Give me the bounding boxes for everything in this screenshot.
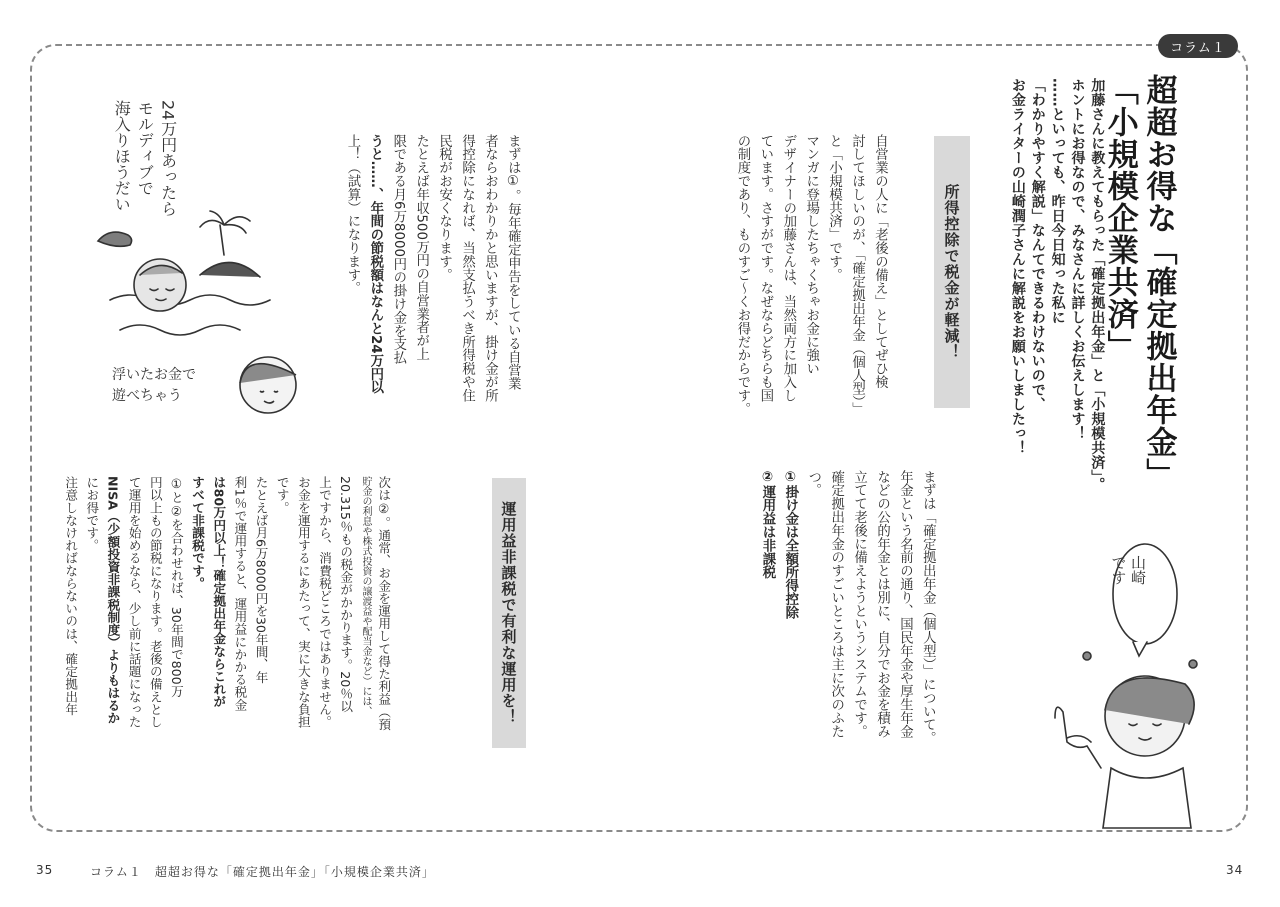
flower-icon <box>1189 660 1197 668</box>
text-line: です。 <box>274 476 290 514</box>
text-line: 者ならおわかりかと思いますが、掛け金が所 <box>482 134 498 402</box>
lower-text <box>60 476 394 730</box>
text-line: 20.315％もの税金がかかります。20％以 <box>338 476 354 713</box>
text-line: NISA（少額投資非課税制度）よりもはるか <box>105 476 121 725</box>
text-line: うと……、年間の節税額はなんと24万円以 <box>367 134 383 394</box>
text-line: の制度であり、ものすご〜くお得だからです。 <box>734 134 750 416</box>
text-line: 貯金の利息や株式投資の譲渡益や配当金など）には、 <box>359 476 371 716</box>
caption-line: 海入りほうだい <box>112 100 132 212</box>
title-line: 超超お得な「確定拠出年金」 <box>1140 74 1177 490</box>
text-line: たとえば年収500万円の自営業者が上 <box>413 134 429 361</box>
page-title <box>1100 74 1178 490</box>
section-heading-investment: 運用益非課税で有利な運用を！ <box>492 478 526 748</box>
text-line: 民税がお安くなります。 <box>436 134 452 282</box>
text-line: ②運用益は非課税 <box>759 470 775 579</box>
section-heading-tax: 所得控除で税金が軽減！ <box>934 136 970 408</box>
text-line: ています。さすがです。なぜならどちらも国 <box>757 134 773 402</box>
text-line: まずは①。毎年確定申告をしている自営業 <box>505 134 521 391</box>
text-line: 確定拠出年金のすごいところは主に次のふた <box>828 470 844 738</box>
bubble-text <box>1108 555 1147 585</box>
intro-line: ホントにお得なので、みなさんに詳しくお伝えします！ <box>1069 78 1086 441</box>
text-line: すべて非課税です。 <box>190 476 206 590</box>
text-line: 上ですから、消費税どころではありません。 <box>317 476 333 728</box>
text-line: つ。 <box>805 470 821 497</box>
sea-caption <box>110 100 180 216</box>
text-line: 得控除になれば、当然支払うべき所得税や住 <box>459 134 475 402</box>
text-line: と「小規模共済」です。 <box>826 134 842 282</box>
float-caption <box>112 365 196 407</box>
text-line: 討してほしいのが、「確定拠出年金（個人型）」 <box>849 134 865 416</box>
text-line: 年金という名前の通り、国民年金や厚生年金 <box>897 470 913 738</box>
girl-face-illustration <box>228 345 308 425</box>
left-page-number: 35 <box>36 863 54 877</box>
intro-line: 加藤さんに教えてもらった「確定拠出年金」と「小規模共済」。 <box>1089 78 1106 492</box>
text-line: 限である月6万8000円の掛け金を支払 <box>390 134 406 365</box>
text-line: 自営業の人に「老後の備え」としてぜひ検 <box>872 134 888 389</box>
text-line: デザイナーの加藤さんは、当然両方に加入し <box>780 134 796 402</box>
text-line: ①掛け金は全額所得控除 <box>782 470 798 619</box>
title-line: 「小規模企業共済」 <box>1101 74 1138 362</box>
caption-line: 遊べちゃう <box>112 388 182 404</box>
text-line: まずは「確定拠出年金（個人型）」について。 <box>920 470 936 745</box>
text-line: 次は②。通常、お金を運用して得た利益（預 <box>376 476 392 731</box>
text-line: 利1％で運用すると、運用益にかかる税金 <box>232 476 248 711</box>
intro-text <box>1007 78 1106 492</box>
text-line: 円以上もの節税になります。老後の備えとし <box>147 476 163 728</box>
upper-middle-text <box>730 134 890 415</box>
dolphin-icon <box>98 232 132 246</box>
bubble-line: です <box>1109 555 1128 585</box>
text-line: は80万円以上！確定拠出年金ならこれが <box>211 476 227 708</box>
caption-line: 浮いたお金で <box>112 367 196 383</box>
text-line: 立てて老後に備えようというシステムです。 <box>851 470 867 738</box>
right-page-number: 34 <box>1226 863 1244 877</box>
column-badge: コラム１ <box>1158 34 1238 58</box>
text-line: たとえば月6万8000円を30年間、年 <box>253 476 269 684</box>
text-line: ①と②を合わせれば、30年間で800万 <box>168 476 184 698</box>
intro-line: お金ライターの山崎潤子さんに解説をお願いしましたっ！ <box>1009 78 1026 455</box>
bubble-line: 山崎 <box>1129 555 1147 585</box>
running-title: コラム１ 超超お得な「確定拠出年金」「小規模企業共済」 <box>90 865 435 879</box>
text-line: お金を運用するにあたって、実に大きな負担 <box>295 476 311 728</box>
text-line: などの公的年金とは別に、自分でお金を積み <box>874 470 890 738</box>
text-line: て運用を始めるなら、少し前に話題になった <box>126 476 142 728</box>
caption-line: モルディブで <box>135 100 155 196</box>
intro-line: 「わかりやすく解説」なんてできるわけないので、 <box>1029 78 1046 412</box>
caption-line: 24万円あったら <box>158 100 178 217</box>
text-line: 注意しなければならないのは、確定拠出年 <box>63 476 79 716</box>
upper-right-text <box>755 470 938 745</box>
intro-line: ……といっても、昨日今日知った私に <box>1049 78 1066 325</box>
text-line: 上！（試算）になります。 <box>344 134 360 295</box>
upper-left-text <box>340 134 523 402</box>
text-line: マンガに登場したちゃくちゃお金に強い <box>803 134 819 376</box>
text-line: にお得です。 <box>84 476 100 552</box>
flower-icon <box>1083 652 1091 660</box>
